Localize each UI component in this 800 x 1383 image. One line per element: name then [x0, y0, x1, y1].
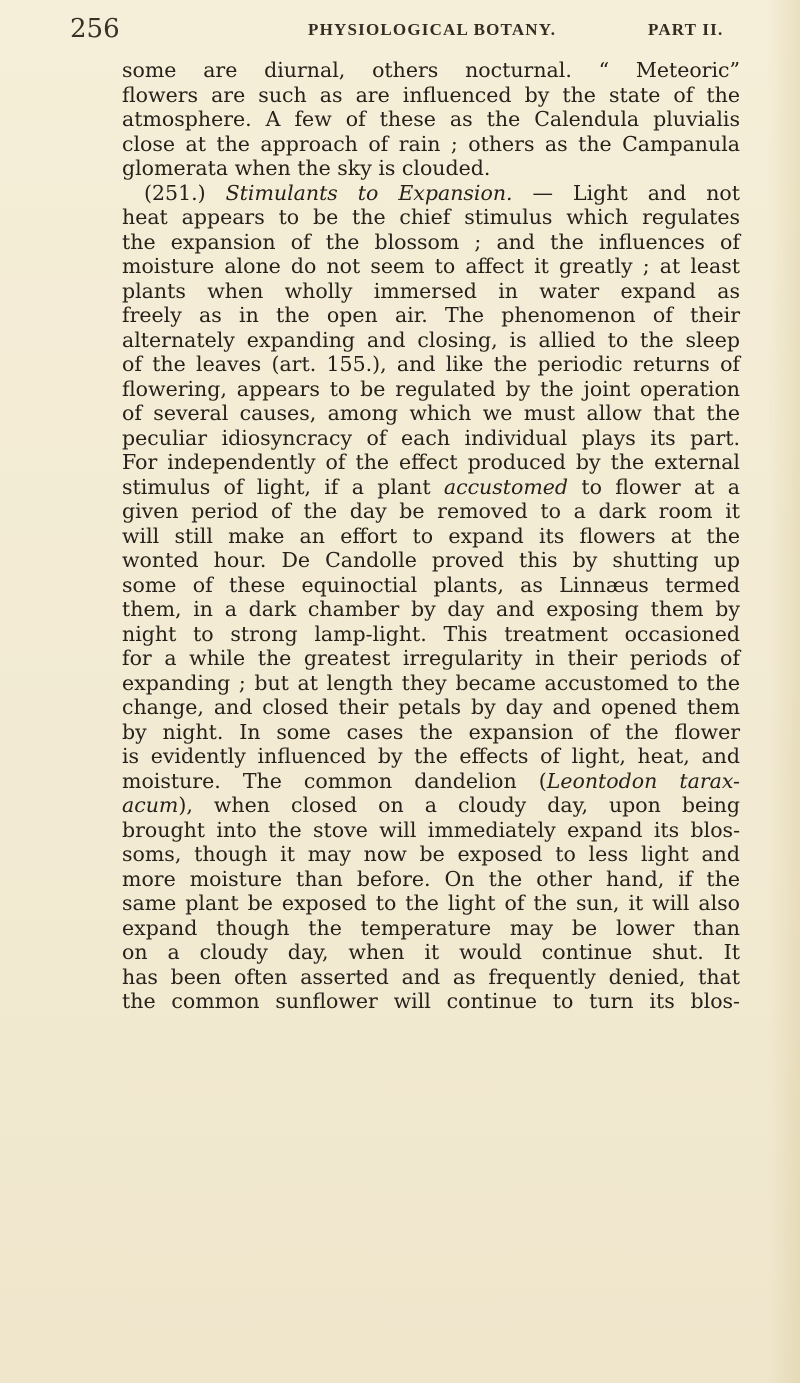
text-line [122, 279, 740, 304]
text-line [122, 475, 740, 500]
line-text: freely as in the open air. The phenomenon of their [122, 303, 740, 327]
line-text: by night. In some cases the expansion of the flower [122, 719, 740, 744]
line-text: atmosphere. A few of these as the Calendula pluvialis [122, 107, 740, 131]
text-line [122, 671, 740, 696]
line-text: flowering, appears to be regulated by the joint operation [122, 376, 740, 401]
text-line [122, 720, 740, 745]
text-line [122, 769, 740, 794]
page-number: 256 [70, 14, 120, 44]
text-line [122, 58, 740, 83]
text-line [122, 597, 740, 622]
line-text: night to strong lamp-light. This treatment occasioned [122, 621, 740, 646]
line-text: moisture alone do not seem to affect it greatly ; at least [122, 254, 740, 278]
text-line [122, 328, 740, 353]
text-line [122, 230, 740, 255]
line-text: expanding ; but at length they became accustomed to the [122, 670, 740, 695]
text-line [122, 818, 740, 843]
text-line [122, 156, 740, 181]
text-line [122, 867, 740, 892]
text-line [122, 842, 740, 867]
line-text: the expansion of the blossom ; and the influences of [122, 229, 740, 254]
text-line [122, 940, 740, 965]
text-line [122, 181, 740, 206]
text-line [122, 426, 740, 451]
text-line [122, 916, 740, 941]
line-text: brought into the stove will immediately expand its blos- [122, 817, 740, 842]
line-text: stimulus of light, if a plant [122, 474, 444, 499]
line-text: plants when wholly immersed in water expand as [122, 278, 740, 303]
line-text: expand though the temperature may be lower than [122, 915, 740, 940]
text-line [122, 401, 740, 426]
line-text: glomerata when the sky is clouded. [122, 156, 491, 180]
line-text: same plant be exposed to the light of the sun, it will also [122, 891, 740, 915]
text-line [122, 622, 740, 647]
text-line [122, 695, 740, 720]
line-text: flowers are such as are influenced by the state of the [122, 82, 740, 107]
line-text: has been often asserted and as frequently denied, that [122, 964, 740, 989]
line-text: For independently of the effect produced by the external [122, 450, 740, 474]
line-text: — Light and not [512, 180, 740, 205]
line-text: change, and closed their petals by day and opened them [122, 695, 740, 719]
text-line [122, 352, 740, 377]
italic-text: Stimulants to Expansion. [225, 180, 513, 205]
text-line [122, 573, 740, 598]
text-line [122, 524, 740, 549]
line-text: some are diurnal, others nocturnal. “ Meteoric” [122, 58, 740, 82]
italic-text: Leontodon tarax- [546, 768, 740, 793]
line-text: alternately expanding and closing, is allied to the sleep [122, 327, 740, 352]
text-line [122, 646, 740, 671]
line-text: close at the approach of rain ; others as the Campanula [122, 131, 740, 156]
line-text: them, in a dark chamber by day and exposing them by [122, 597, 740, 621]
line-text: soms, though it may now be exposed to less light and [122, 842, 740, 866]
text-line [122, 377, 740, 402]
text-line [122, 744, 740, 769]
line-text: heat appears to be the chief stimulus which regulates [122, 205, 740, 229]
italic-text: accustomed [443, 474, 569, 499]
line-text: will still make an effort to expand its flowers at the [122, 523, 740, 548]
text-line [122, 989, 740, 1014]
line-text: some of these equinoctial plants, as Linnæus termed [122, 572, 740, 597]
text-line [122, 107, 740, 132]
text-line [122, 793, 740, 818]
part-label: PART II. [648, 20, 724, 39]
text-line [122, 254, 740, 279]
text-line [122, 303, 740, 328]
running-head: PHYSIOLOGICAL BOTANY. [308, 20, 557, 39]
page-header [0, 10, 800, 46]
text-line [122, 83, 740, 108]
line-text: for a while the greatest irregularity in their periods of [122, 646, 740, 670]
line-text: on a cloudy day, when it would continue shut. It [122, 940, 740, 964]
italic-text: acum [122, 793, 179, 817]
line-text: peculiar idiosyncracy of each individual plays its part. [122, 425, 740, 450]
text-line [122, 548, 740, 573]
text-line [122, 205, 740, 230]
line-text: given period of the day be removed to a dark room it [122, 499, 740, 523]
text-line [122, 965, 740, 990]
text-line [122, 132, 740, 157]
line-text: the common sunflower will continue to turn its blos- [122, 989, 740, 1013]
text-line [122, 450, 740, 475]
line-text: wonted hour. De Candolle proved this by shutting up [122, 548, 740, 572]
line-text: moisture. The common dandelion ( [122, 768, 547, 793]
line-text: of the leaves (art. 155.), and like the periodic returns of [122, 352, 740, 376]
text-line [122, 499, 740, 524]
line-text: of several causes, among which we must allow that the [122, 401, 740, 425]
body-text [122, 58, 740, 1014]
line-text: ), when closed on a cloudy day, upon being [178, 793, 740, 817]
text-line [122, 891, 740, 916]
line-text: to flower at a [568, 474, 740, 499]
line-text: is evidently influenced by the effects of light, heat, and [122, 744, 740, 768]
line-text: more moisture than before. On the other hand, if the [122, 866, 740, 891]
line-text: (251.) [144, 180, 226, 205]
